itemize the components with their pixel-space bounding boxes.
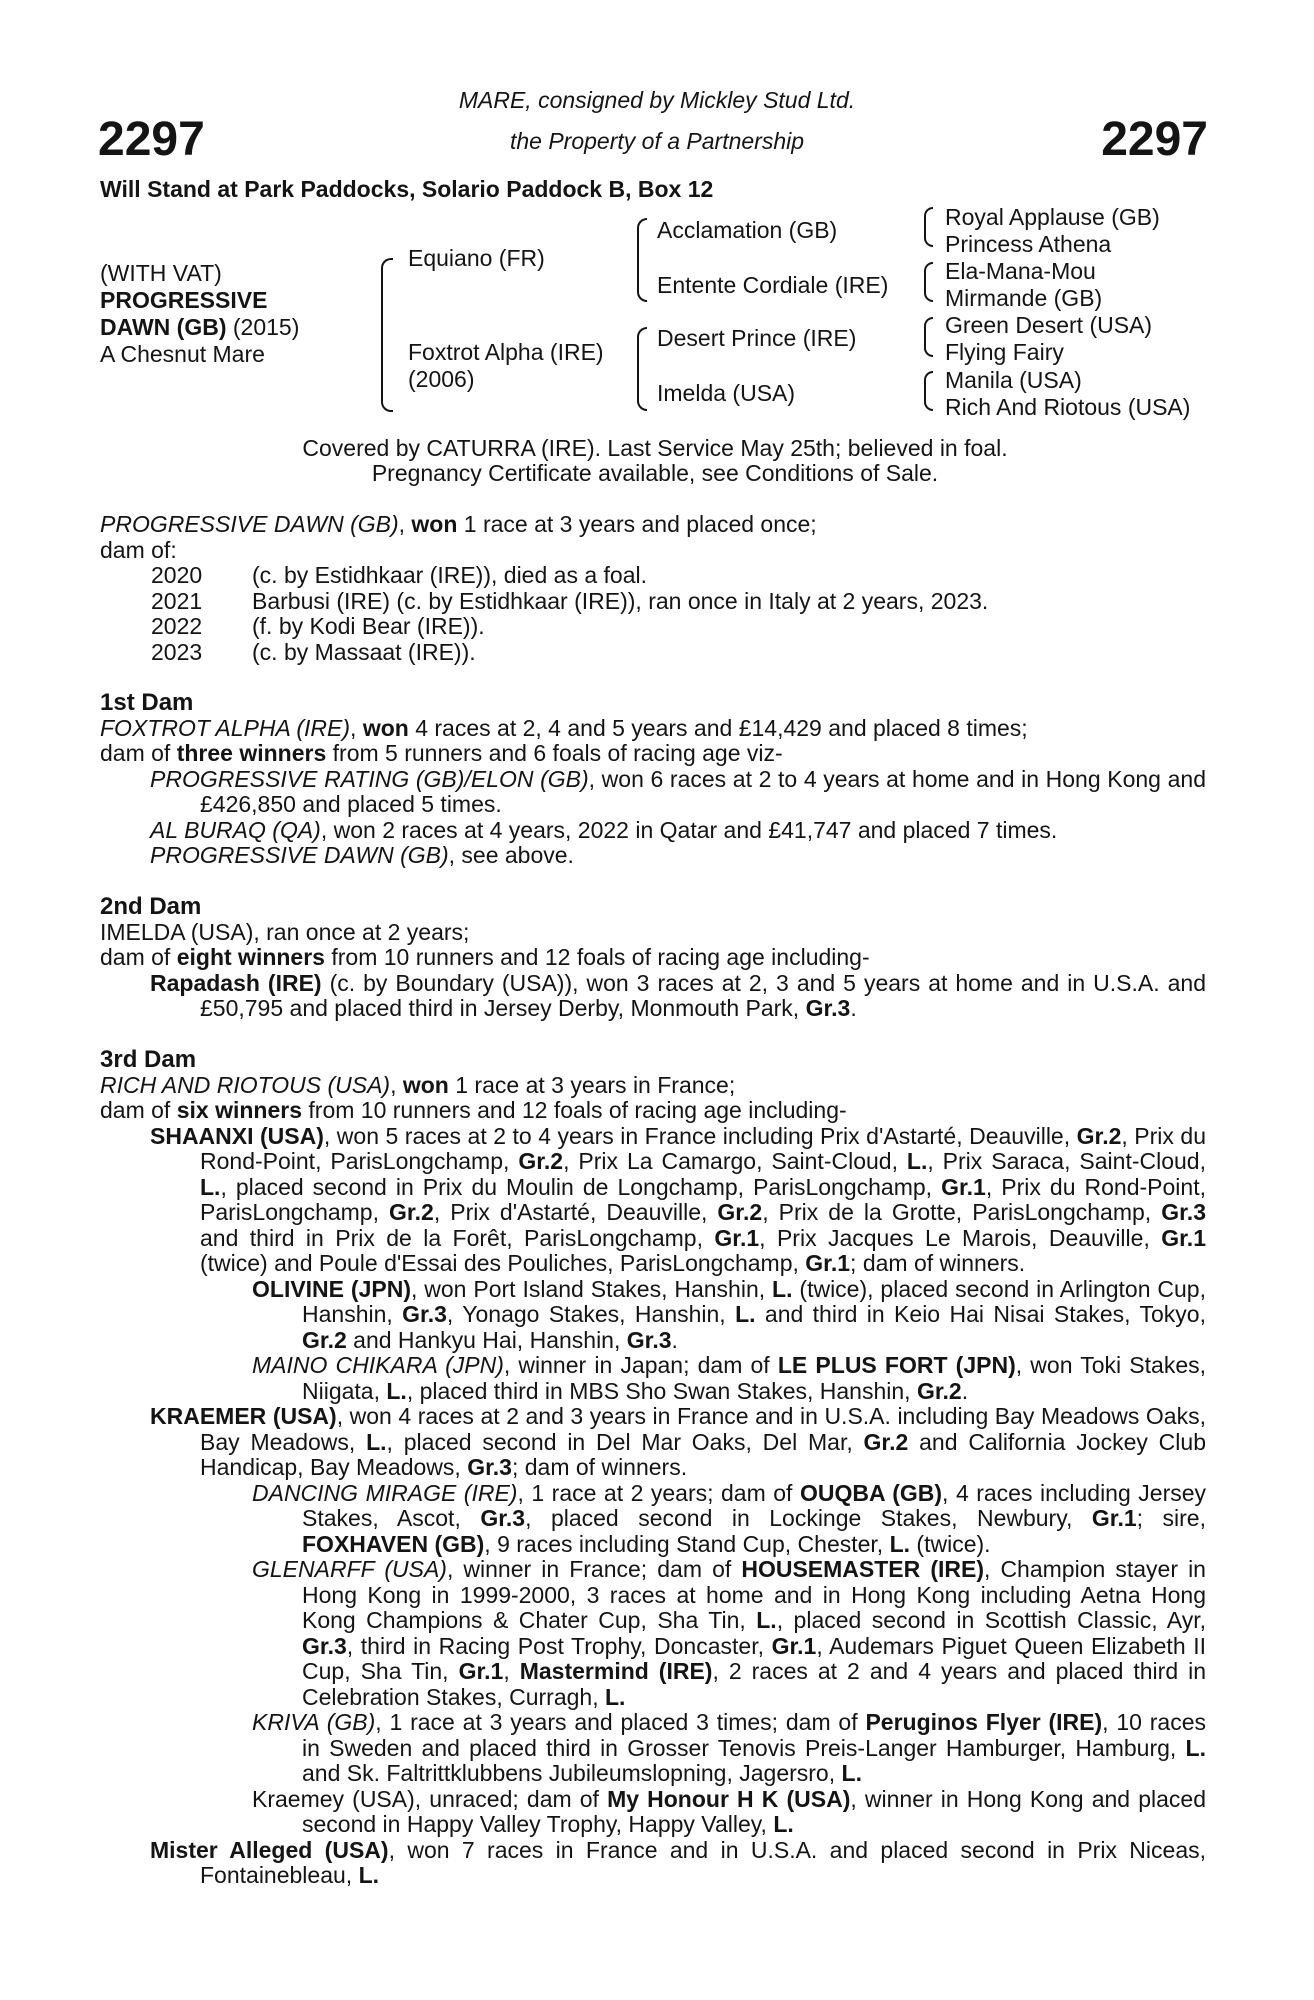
entry-shaanxi: SHAANXI (USA), won 5 races at 2 to 4 years in France including Prix d'Astarté, Deauville, Gr.2, Prix du Rond-Point, ParisLongchamp, Gr.2, Prix La Camargo, Saint-Cloud, L., Prix Saraca, Saint-Cloud, L., placed second in Prix du Moulin de Longchamp, ParisLongchamp, Gr.1, Prix du Rond-Point, ParisLongchamp, Gr.2, Prix d'Astarté, Deauville, Gr.2, Prix de la Grotte, ParisLongchamp, Gr.3 and third in Prix de la Forêt, ParisLongchamp, Gr.1, Prix Jacques Le Marois, Deauville, Gr.1 (twice) and Poule d'Essai des Pouliches, ParisLongchamp, Gr.1; dam of winners. [150, 1122, 1206, 1276]
progeny-text: Barbusi (IRE) (c. by Estidhkaar (IRE)), ran once in Italy at 2 years, 2023. [252, 587, 989, 614]
pedigree-brace-g3-4 [924, 371, 933, 411]
second-dam-heading: 2nd Dam [100, 893, 202, 920]
first-dam-entry: PROGRESSIVE DAWN (GB), see above. [150, 842, 574, 868]
mare-record-text: 1 race at 3 years and placed once; [457, 511, 817, 537]
entry-kraemer: KRAEMER (USA), won 4 races at 2 and 3 years in France and in U.S.A. including Bay Meadows Oaks, Bay Meadows, L., placed second in Del Mar Oaks, Del Mar, Gr.2 and California Jockey Club Handicap, Bay Meadows, Gr.3; dam of winners. [150, 1403, 1206, 1480]
pedigree-sire-sire: Acclamation (GB) [657, 217, 838, 243]
pedigree-sire: Equiano (FR) [408, 245, 545, 271]
progeny-text: (c. by Massaat (IRE)). [252, 638, 476, 665]
dam-of-text: dam of [100, 1097, 177, 1123]
horse-identity [100, 260, 299, 368]
pedigree-g3-8: Rich And Riotous (USA) [945, 394, 1191, 420]
pedigree-brace-main [381, 258, 393, 412]
winners-count: three winners [176, 740, 327, 766]
lot-number-left: 2297 [98, 113, 205, 166]
stand-location: Will Stand at Park Paddocks, Solario Paddock B, Box 12 [100, 176, 714, 202]
dam-of-text: dam of [100, 944, 177, 970]
dam-of-text: from 5 runners and 6 foals of racing age viz- [326, 740, 783, 766]
first-dam-heading: 1st Dam [100, 689, 194, 716]
pedigree-g3-4: Mirmande (GB) [945, 285, 1103, 311]
dam-of-text: from 10 runners and 12 foals of racing age including- [302, 1097, 847, 1123]
first-dam-won: won [362, 714, 409, 741]
entry-maino-chikara: MAINO CHIKARA (JPN), winner in Japan; dam of LE PLUS FORT (JPN), won Toki Stakes, Niigata, L., placed third in MBS Sho Swan Stakes, Hanshin, Gr.2. [252, 1352, 1207, 1404]
progeny-text: (f. by Kodi Bear (IRE)). [252, 613, 485, 639]
entry-olivine: OLIVINE (JPN), won Port Island Stakes, Hanshin, L. (twice), placed second in Arlington Cup, Hanshin, Gr.3, Yonago Stakes, Hanshin, L. and third in Keio Hai Nisai Stakes, Tokyo, Gr.2 and Hankyu Hai, Hanshin, Gr.3. [252, 1275, 1206, 1353]
third-dam-record: 1 race at 3 years in France; [448, 1071, 736, 1098]
pedigree-dam-dam: Imelda (USA) [657, 380, 796, 406]
horse-description: A Chesnut Mare [100, 341, 265, 367]
horse-name-line2: DAWN (GB) [100, 314, 227, 340]
entry-kraemey: Kraemey (USA), unraced; dam of My Honour H K (USA), winner in Hong Kong and placed second in Happy Valley Trophy, Happy Valley, L. [252, 1785, 1206, 1837]
winners-count: eight winners [176, 944, 325, 970]
horse-year: (2015) [226, 314, 300, 340]
entry-kriva: KRIVA (GB), 1 race at 3 years and placed 3 times; dam of Peruginos Flyer (IRE), 10 races in Sweden and placed third in Grosser Tenovis Preis-Langer Hamburger, Hamburg, L. and Sk. Faltrittklubbens Jubileumslopning, Jagersro, L. [252, 1709, 1207, 1786]
property-line: the Property of a Partnership [509, 128, 805, 154]
consignor-line: MARE, consigned by Mickley Stud Ltd. [458, 87, 856, 113]
dam-of-text: dam of [100, 740, 177, 766]
third-dam-won: won [402, 1071, 449, 1098]
mare-name: PROGRESSIVE DAWN (GB) [100, 511, 399, 537]
pedigree-dam-line1: Foxtrot Alpha (IRE) [408, 339, 604, 365]
pedigree-brace-g3-2 [924, 262, 933, 302]
covered-line2: Pregnancy Certificate available, see Conditions of Sale. [371, 460, 939, 486]
progeny-year: 2023 [151, 638, 203, 665]
pedigree-brace-g3-1 [924, 207, 933, 247]
lot-number-right: 2297 [1101, 113, 1208, 166]
third-dam-name: RICH AND RIOTOUS (USA) [100, 1071, 391, 1098]
pedigree-g3-6: Flying Fairy [945, 339, 1064, 365]
horse-name-line1: PROGRESSIVE [100, 287, 268, 313]
mare-record: PROGRESSIVE DAWN (GB), won 1 race at 3 years and placed once; dam of: 2020 (c. by Estidhkaar (IRE)), died as a foal. 2021 Barbusi (IRE) (c. by Estidhkaar (IRE)), ran once in Italy at 2 years, 2023. 2022 (f. by Kodi Bear (IRE)). 2023 (c. by Massaat (IRE)). [100, 512, 1206, 665]
covering-info [100, 436, 1210, 486]
progeny-year: 2020 [151, 562, 203, 588]
second-dam-entry: Rapadash (IRE) (c. by Boundary (USA)), won 3 races at 2, 3 and 5 years at home and in U.S.A. and £50,795 and placed third in Jersey Derby, Monmouth Park, Gr.3. [150, 969, 1206, 1021]
pedigree-g3-5: Green Desert (USA) [945, 312, 1153, 338]
third-dam-section: 3rd Dam RICH AND RIOTOUS (USA), won 1 race at 3 years in France; dam of six winners from 10 runners and 12 foals of racing age including- SHAANXI (USA), won 5 races at 2 to 4 years in France including Prix d'Astarté, Deauville, Gr.2, Prix du Rond-Point, ParisLongchamp, Gr.2, Prix La Camargo, Saint-Cloud, L., Prix Saraca, Saint-Cloud, L., placed second in Prix du Moulin de Longchamp, ParisLongchamp, Gr.1, Prix du Rond-Point, ParisLongchamp, Gr.2, Prix d'Astarté, Deauville, Gr.2, Prix de la Grotte, ParisLongchamp, Gr.3 and third in Prix de la Forêt, ParisLongchamp, Gr.1, Prix Jacques Le Marois, Deauville, Gr.1 (twice) and Poule d'Essai des Pouliches, ParisLongchamp, Gr.1; dam of winners. OLIVINE (JPN), won Port Island Stakes, Hanshin, L. (twice), placed second in Arlington Cup, Hanshin, Gr.3, Yonago Stakes, Hanshin, L. and third in Keio Hai Nisai Stakes, Tokyo, Gr.2 and Hankyu Hai, Hanshin, Gr.3. MAINO CHIKARA (JPN), winner in Japan; dam of LE PLUS FORT (JPN), won Toki Stakes, Niigata, L., placed third in MBS Sho Swan Stakes, Hanshin, Gr.2. KRAEMER (USA), won 4 races at 2 and 3 years in France and in U.S.A. including Bay Meadows Oaks, Bay Meadows, L., placed second in Del Mar Oaks, Del Mar, Gr.2 and California Jockey Club Handicap, Bay Meadows, Gr.3; dam of winners. DANCING MIRAGE (IRE), 1 race at 2 years; dam of OUQBA (GB), 4 races including Jersey Stakes, Ascot, Gr.3, placed second in Lockinge Stakes, Newbury, Gr.1; sire, FOXHAVEN (GB), 9 races including Stand Cup, Chester, L. (twice). GLENARFF (USA), winner in France; dam of HOUSEMASTER (IRE), Champion stayer in Hong Kong in 1999-2000, 3 races at home and in Hong Kong including Aetna Hong Kong Champions & Chater Cup, Sha Tin, L., placed second in Scottish Classic, Ayr, Gr.3, third in Racing Post Trophy, Doncaster, Gr.1, Audemars Piguet Queen Elizabeth II Cup, Sha Tin, Gr.1, Mastermind (IRE), 2 races at 2 and 4 years and placed third in Celebration Stakes, Curragh, L. KRIVA (GB), 1 race at 3 years and placed 3 times; dam of Peruginos Flyer (IRE), 10 races in Sweden and placed third in Grosser Tenovis Preis-Langer Hamburger, Hamburg, L. and Sk. Faltrittklubbens Jubileumslopning, Jagersro, L. Kraemey (USA), unraced; dam of My Honour H K (USA), winner in Hong Kong and placed second in Happy Valley Trophy, Happy Valley, L. Mister Alleged (USA), won 7 races in France and in U.S.A. and placed second in Prix Niceas, Fontainebleau, L. [100, 1046, 1207, 1888]
pedigree-g3-7: Manila (USA) [945, 367, 1082, 393]
first-dam-record: 4 races at 2, 4 and 5 years and £14,429 and placed 8 times; [408, 714, 1028, 741]
entry-dancing-mirage: DANCING MIRAGE (IRE), 1 race at 2 years; dam of OUQBA (GB), 4 races including Jersey Stakes, Ascot, Gr.3, placed second in Lockinge Stakes, Newbury, Gr.1; sire, FOXHAVEN (GB), 9 races including Stand Cup, Chester, L. (twice). [252, 1479, 1207, 1557]
second-dam-record: IMELDA (USA), ran once at 2 years; [100, 918, 470, 945]
pedigree-brace-g3-3 [924, 317, 933, 357]
progeny-list [100, 563, 1206, 665]
winners-count: six winners [176, 1097, 302, 1123]
mare-won: won [411, 511, 458, 537]
dam-of-label: dam of: [100, 536, 177, 563]
covered-line1: Covered by CATURRA (IRE). Last Service May 25th; believed in foal. [302, 435, 1008, 461]
progeny-text: (c. by Estidhkaar (IRE)), died as a foal. [252, 562, 647, 588]
entry-mister-alleged: Mister Alleged (USA), won 7 races in France and in U.S.A. and placed second in Prix Niceas, Fontainebleau, L. [150, 1836, 1207, 1888]
pedigree-g3-1: Royal Applause (GB) [945, 204, 1160, 230]
pedigree-dam-line2: (2006) [408, 366, 475, 392]
pedigree-brace-dam [637, 327, 647, 411]
vat-note: (WITH VAT) [100, 260, 222, 286]
pedigree-g3-2: Princess Athena [945, 231, 1112, 257]
dam-of-text: from 10 runners and 12 foals of racing age including- [324, 944, 870, 970]
first-dam-entry: AL BURAQ (QA), won 2 races at 4 years, 2022 in Qatar and £41,747 and placed 7 times. [150, 816, 1058, 843]
pedigree-dam-sire: Desert Prince (IRE) [657, 325, 857, 351]
first-dam-section: 1st Dam FOXTROT ALPHA (IRE), won 4 races at 2, 4 and 5 years and £14,429 and placed 8 times; dam of three winners from 5 runners and 6 foals of racing age viz- PROGRESSIVE RATING (GB)/ELON (GB), won 6 races at 2 to 4 years at home and in Hong Kong and £426,850 and placed 5 times. AL BURAQ (QA), won 2 races at 4 years, 2022 in Qatar and £41,747 and placed 7 times. PROGRESSIVE DAWN (GB), see above. [100, 689, 1206, 868]
pedigree-brace-sire [637, 218, 647, 302]
progeny-year: 2022 [151, 613, 203, 639]
pedigree-sire-dam: Entente Cordiale (IRE) [657, 272, 889, 298]
third-dam-heading: 3rd Dam [100, 1046, 197, 1073]
second-dam-section [100, 894, 1206, 1022]
first-dam-name: FOXTROT ALPHA (IRE) [100, 714, 351, 741]
first-dam-entry: PROGRESSIVE RATING (GB)/ELON (GB), won 6 races at 2 to 4 years at home and in Hong Kong and £426,850 and placed 5 times. [150, 765, 1206, 817]
entry-glenarff: GLENARFF (USA), winner in France; dam of HOUSEMASTER (IRE), Champion stayer in Hong Kong in 1999-2000, 3 races at home and in Hong Kong including Aetna Hong Kong Champions & Chater Cup, Sha Tin, L., placed second in Scottish Classic, Ayr, Gr.3, third in Racing Post Trophy, Doncaster, Gr.1, Audemars Piguet Queen Elizabeth II Cup, Sha Tin, Gr.1, Mastermind (IRE), 2 races at 2 and 4 years and placed third in Celebration Stakes, Curragh, L. [252, 1556, 1207, 1710]
progeny-year: 2021 [151, 587, 203, 614]
pedigree-g3-3: Ela-Mana-Mou [945, 258, 1096, 284]
